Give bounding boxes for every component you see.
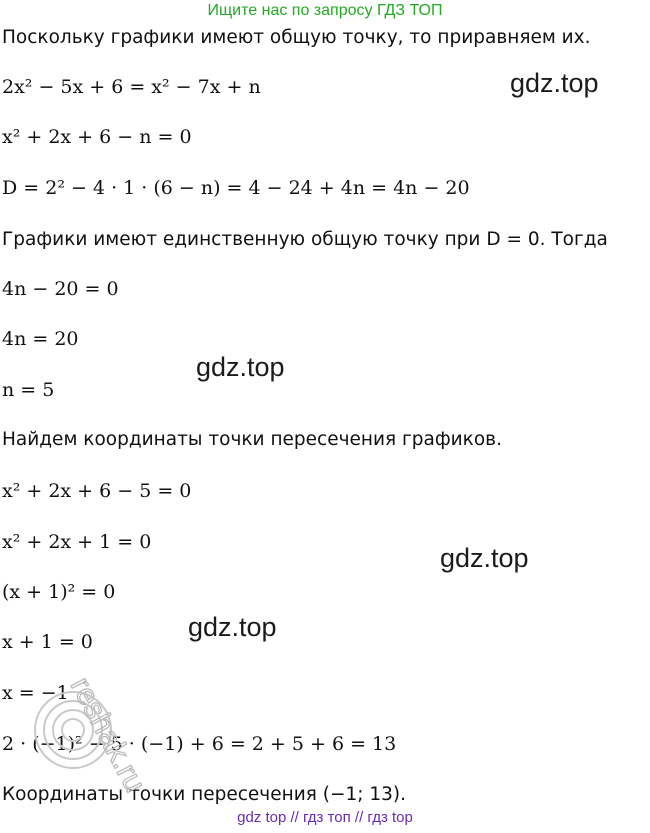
equation-line-2: 2x² − 5x + 6 = x² − 7x + n (2, 76, 261, 98)
text-line-5: Графики имеют единственную общую точку при D = 0. Тогда (2, 229, 608, 250)
text-line-1: Поскольку графики имеют общую точку, то приравняем их. (2, 27, 591, 48)
footer-links: gdz top // гдз топ // гдз top (237, 809, 413, 826)
equation-line-10: x² + 2x + 6 − 5 = 0 (2, 480, 192, 502)
watermark-gdz-4: gdz.top (188, 612, 277, 642)
equation-line-13: x + 1 = 0 (2, 631, 93, 653)
watermark-gdz-1: gdz.top (510, 68, 599, 98)
equation-line-11: x² + 2x + 1 = 0 (2, 531, 152, 553)
equation-line-12: (x + 1)² = 0 (2, 581, 116, 603)
watermark-gdz-2: gdz.top (196, 352, 285, 382)
watermark-gdz-3: gdz.top (440, 543, 529, 573)
equation-line-4: D = 2² − 4 · 1 · (6 − n) = 4 − 24 + 4n = 4n − 20 (2, 177, 470, 199)
text-line-9: Найдем координаты точки пересечения графиков. (2, 429, 502, 450)
top-banner: Ищите нас по запросу ГДЗ ТОП (207, 2, 443, 19)
equation-line-7: 4n = 20 (2, 328, 79, 350)
text-line-16: Координаты точки пересечения (−1; 13). (2, 784, 406, 805)
equation-line-3: x² + 2x + 6 − n = 0 (2, 126, 192, 148)
equation-line-6: 4n − 20 = 0 (2, 278, 119, 300)
equation-line-8: n = 5 (2, 379, 55, 401)
equation-line-14: x = −1 (2, 682, 69, 704)
reshak-watermark (18, 600, 178, 800)
reshak-watermark-text: reshak.ru (63, 671, 152, 798)
equation-line-15: 2 · (−1)² − 5 · (−1) + 6 = 2 + 5 + 6 = 13 (2, 733, 397, 755)
